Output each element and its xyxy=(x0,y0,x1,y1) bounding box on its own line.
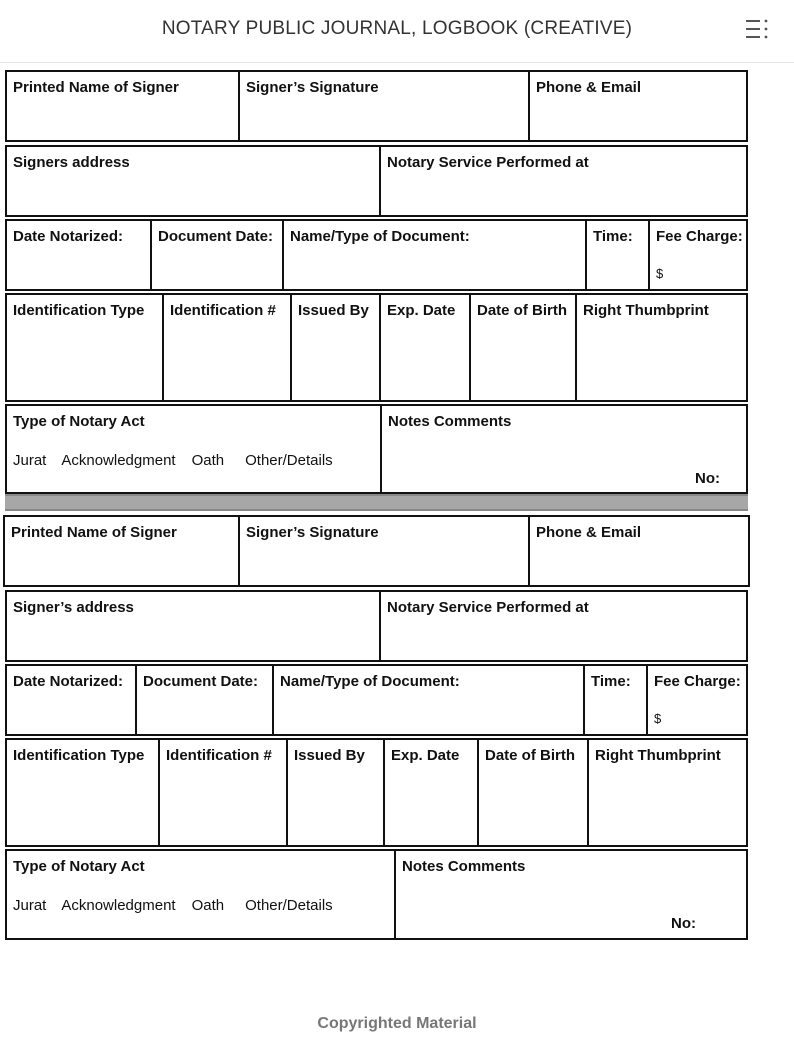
date-notarized-field[interactable] xyxy=(7,666,135,734)
notary-act-row xyxy=(5,849,748,940)
option-jurat[interactable]: Jurat xyxy=(13,897,47,914)
identification-row xyxy=(5,293,748,402)
option-other-details[interactable]: Other/Details xyxy=(245,897,333,914)
field-label: Printed Name of Signer xyxy=(13,79,179,96)
entry-separator xyxy=(5,494,748,511)
field-label: Name/Type of Document: xyxy=(280,673,460,690)
option-other-details[interactable]: Other/Details xyxy=(245,452,333,469)
option-acknowledgment[interactable]: Acknowledgment xyxy=(61,897,176,914)
field-label: Document Date: xyxy=(143,673,259,690)
document-type-field[interactable] xyxy=(282,221,585,289)
fee-field[interactable] xyxy=(646,666,746,734)
signature-field[interactable] xyxy=(238,517,528,585)
field-label: Signer’s Signature xyxy=(246,524,379,541)
field-label: Document Date: xyxy=(158,228,274,245)
document-row xyxy=(5,219,748,291)
issued-by-field[interactable] xyxy=(286,740,383,845)
field-label: Phone & Email xyxy=(536,524,642,541)
field-label: Date of Birth xyxy=(485,747,575,764)
field-label: Date Notarized: xyxy=(13,228,124,245)
address-row xyxy=(5,590,748,662)
document-date-field[interactable] xyxy=(150,221,282,289)
field-label: Identification # xyxy=(170,302,276,319)
printed-name-field[interactable] xyxy=(5,517,238,585)
field-label: Fee Charge: xyxy=(654,673,741,690)
phone-email-field[interactable] xyxy=(528,72,746,140)
field-label: Identification # xyxy=(166,747,272,764)
list-menu-icon[interactable] xyxy=(744,16,770,42)
id-type-field[interactable] xyxy=(7,295,162,400)
field-label: Signers address xyxy=(13,154,130,171)
field-label: Identification Type xyxy=(13,302,145,319)
date-notarized-field[interactable] xyxy=(7,221,150,289)
address-field[interactable] xyxy=(7,147,379,215)
field-label: Type of Notary Act xyxy=(13,858,145,875)
fee-field[interactable] xyxy=(648,221,746,289)
field-label: Printed Name of Signer xyxy=(11,524,177,541)
field-label: Notary Service Performed at xyxy=(387,154,589,171)
notary-act-row xyxy=(5,404,748,494)
field-label: Fee Charge: xyxy=(656,228,743,245)
id-number-field[interactable] xyxy=(158,740,286,845)
service-location-field[interactable] xyxy=(379,592,746,660)
thumbprint-field[interactable] xyxy=(575,295,746,400)
copyright-notice: Copyrighted Material xyxy=(317,1015,477,1032)
signer-row xyxy=(3,515,750,587)
phone-email-field[interactable] xyxy=(528,517,748,585)
field-label: Phone & Email xyxy=(536,79,642,96)
address-field[interactable] xyxy=(7,592,379,660)
option-acknowledgment[interactable]: Acknowledgment xyxy=(61,452,176,469)
time-field[interactable] xyxy=(585,221,648,289)
signer-row xyxy=(5,70,748,142)
document-date-field[interactable] xyxy=(135,666,272,734)
document-type-field[interactable] xyxy=(272,666,583,734)
dollar-sign: $ xyxy=(654,711,662,726)
notes-field[interactable] xyxy=(394,851,746,938)
id-type-field[interactable] xyxy=(7,740,158,845)
dollar-sign: $ xyxy=(656,266,664,281)
exp-date-field[interactable] xyxy=(379,295,469,400)
dob-field[interactable] xyxy=(469,295,575,400)
field-label: Time: xyxy=(593,228,633,245)
notes-field[interactable] xyxy=(380,406,746,492)
field-label: Time: xyxy=(591,673,631,690)
issued-by-field[interactable] xyxy=(290,295,379,400)
field-label: Notes Comments xyxy=(388,413,512,430)
id-number-field[interactable] xyxy=(162,295,290,400)
option-jurat[interactable]: Jurat xyxy=(13,452,47,469)
printed-name-field[interactable] xyxy=(7,72,238,140)
document-row xyxy=(5,664,748,736)
field-label: Right Thumbprint xyxy=(583,302,709,319)
identification-row xyxy=(5,738,748,847)
field-label: Notary Service Performed at xyxy=(387,599,589,616)
entry-number-label: No: xyxy=(695,470,720,487)
field-label: Date of Birth xyxy=(477,302,567,319)
act-options xyxy=(13,897,333,915)
field-label: Signer’s Signature xyxy=(246,79,379,96)
header-divider xyxy=(0,62,794,63)
option-oath[interactable]: Oath xyxy=(191,452,225,469)
thumbprint-field[interactable] xyxy=(587,740,746,845)
field-label: Name/Type of Document: xyxy=(290,228,470,245)
exp-date-field[interactable] xyxy=(383,740,477,845)
field-label: Exp. Date xyxy=(391,747,460,764)
field-label: Issued By xyxy=(294,747,365,764)
field-label: Date Notarized: xyxy=(13,673,124,690)
notary-act-field[interactable] xyxy=(7,406,380,492)
act-options xyxy=(13,452,333,470)
option-oath[interactable]: Oath xyxy=(191,897,225,914)
address-row xyxy=(5,145,748,217)
page-title: NOTARY PUBLIC JOURNAL, LOGBOOK (CREATIVE) xyxy=(161,18,633,39)
field-label: Issued By xyxy=(298,302,369,319)
field-label: Notes Comments xyxy=(402,858,526,875)
field-label: Type of Notary Act xyxy=(13,413,145,430)
signature-field[interactable] xyxy=(238,72,528,140)
time-field[interactable] xyxy=(583,666,646,734)
dob-field[interactable] xyxy=(477,740,587,845)
field-label: Signer’s address xyxy=(13,599,134,616)
field-label: Exp. Date xyxy=(387,302,456,319)
notary-act-field[interactable] xyxy=(7,851,394,938)
service-location-field[interactable] xyxy=(379,147,746,215)
entry-number-label: No: xyxy=(671,915,696,932)
field-label: Right Thumbprint xyxy=(595,747,721,764)
field-label: Identification Type xyxy=(13,747,145,764)
